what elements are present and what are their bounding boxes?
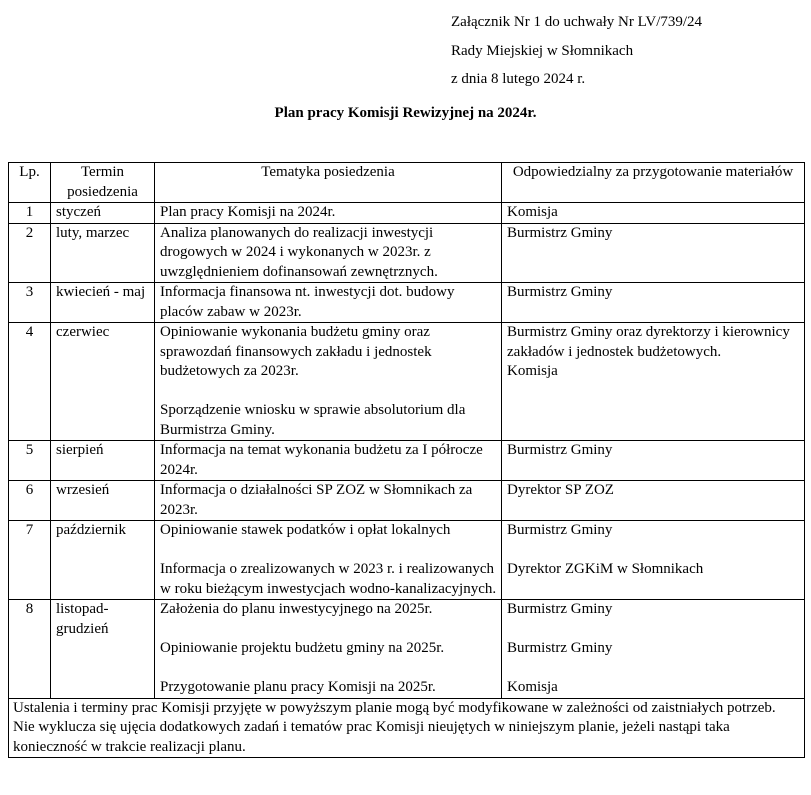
paragraph-spacer — [160, 541, 501, 561]
column-header-termin: Termin posiedzenia — [51, 163, 155, 203]
topic-text: Informacja o zrealizowanych w 2023 r. i realizowanych w roku bieżącym inwestycjach wodno-kanalizacyjnych. — [160, 561, 497, 597]
responsible-text: Dyrektor SP ZOZ — [507, 482, 614, 498]
paragraph-spacer — [507, 541, 804, 561]
cell-lp: 8 — [9, 600, 51, 699]
header-line-date: z dnia 8 lutego 2024 r. — [451, 71, 586, 87]
cell-termin: październik — [51, 521, 155, 600]
topic-text: Przygotowanie planu pracy Komisji na 2025r. — [160, 679, 436, 695]
table-row — [9, 223, 805, 283]
responsible-text: Burmistrz Gminy — [507, 284, 613, 300]
table-row — [9, 283, 805, 323]
table-row — [9, 323, 805, 441]
footer-note-line-1: Ustalenia i terminy prac Komisji przyjęte w powyższym planie mogą być modyfikowane w zależności od zaistniałych potrzeb. — [13, 699, 776, 716]
responsible-text: Komisja — [507, 679, 558, 695]
paragraph-spacer — [507, 659, 804, 679]
paragraph-spacer — [160, 620, 501, 640]
cell-tematyka — [155, 203, 502, 224]
responsible-text: Burmistrz Gminy — [507, 224, 613, 241]
plan-table — [8, 162, 805, 758]
cell-tematyka — [155, 521, 502, 600]
responsible-text: Burmistrz Gminy — [507, 522, 613, 538]
cell-termin: luty, marzec — [51, 223, 155, 283]
responsible-text: Komisja — [507, 363, 558, 379]
table-header-row — [9, 163, 805, 203]
cell-termin: czerwiec — [51, 323, 155, 441]
topic-text: Analiza planowanych do realizacji inwestycji drogowych w 2024 i wykonanych w 2023r. z uwzględnieniem dofinansowań zewnętrznych. — [160, 224, 438, 280]
document-header — [451, 8, 702, 94]
column-header-lp: Lp. — [9, 163, 51, 203]
footer-note — [9, 698, 805, 758]
responsible-text: Burmistrz Gminy — [507, 640, 613, 656]
responsible-text: Burmistrz Gminy — [507, 442, 613, 458]
cell-lp: 1 — [9, 203, 51, 224]
responsible-text: Dyrektor ZGKiM w Słomnikach — [507, 561, 704, 577]
table-row — [9, 521, 805, 600]
cell-tematyka — [155, 600, 502, 699]
footer-note-line-2: Nie wyklucza się ujęcia dodatkowych zadań i tematów prac Komisji nieujętych w niniejszym planie, jeżeli nastąpi taka konieczność w trakcie realizacji planu. — [13, 719, 730, 755]
cell-odpowiedzialny — [502, 283, 805, 323]
page-title: Plan pracy Komisji Rewizyjnej na 2024r. — [274, 105, 537, 121]
cell-lp: 7 — [9, 521, 51, 600]
cell-odpowiedzialny — [502, 600, 805, 699]
topic-text: Sporządzenie wniosku w sprawie absolutorium dla Burmistrza Gminy. — [160, 402, 466, 438]
topic-text: Opiniowanie wykonania budżetu gminy oraz sprawozdań finansowych zakładu i jednostek budżetowych za 2023r. — [160, 324, 432, 379]
topic-text: Informacja o działalności SP ZOZ w Słomnikach za 2023r. — [160, 482, 473, 518]
topic-text: Informacja na temat wykonania budżetu za I półrocze 2024r. — [160, 442, 483, 478]
cell-odpowiedzialny — [502, 521, 805, 600]
cell-tematyka — [155, 441, 502, 481]
cell-odpowiedzialny — [502, 323, 805, 441]
cell-lp: 6 — [9, 481, 51, 521]
cell-termin: kwiecień - maj — [51, 283, 155, 323]
cell-lp: 5 — [9, 441, 51, 481]
topic-text: Założenia do planu inwestycyjnego na 2025r. — [160, 601, 433, 617]
table-row — [9, 203, 805, 224]
cell-odpowiedzialny — [502, 481, 805, 521]
cell-tematyka — [155, 223, 502, 283]
topic-text: Opiniowanie stawek podatków i opłat lokalnych — [160, 522, 451, 538]
responsible-text: Komisja — [507, 204, 558, 220]
cell-tematyka — [155, 323, 502, 441]
cell-odpowiedzialny — [502, 223, 805, 283]
responsible-text: Burmistrz Gminy — [507, 601, 613, 617]
cell-tematyka — [155, 481, 502, 521]
topic-text: Informacja finansowa nt. inwestycji dot. budowy placów zabaw w 2023r. — [160, 284, 455, 320]
header-line-attachment: Załącznik Nr 1 do uchwały Nr LV/739/24 — [451, 14, 703, 30]
table-row — [9, 600, 805, 699]
cell-lp: 2 — [9, 223, 51, 283]
paragraph-spacer — [507, 620, 804, 640]
table-row — [9, 441, 805, 481]
table-row — [9, 481, 805, 521]
cell-termin: sierpień — [51, 441, 155, 481]
cell-lp: 3 — [9, 283, 51, 323]
topic-text: Opiniowanie projektu budżetu gminy na 2025r. — [160, 640, 445, 656]
footer-row — [9, 698, 805, 758]
paragraph-spacer — [160, 382, 501, 402]
header-line-council: Rady Miejskiej w Słomnikach — [451, 42, 634, 59]
cell-odpowiedzialny — [502, 203, 805, 224]
topic-text: Plan pracy Komisji na 2024r. — [160, 204, 336, 220]
cell-tematyka — [155, 283, 502, 323]
responsible-text: Burmistrz Gminy oraz dyrektorzy i kierownicy zakładów i jednostek budżetowych. — [507, 324, 790, 360]
cell-odpowiedzialny — [502, 441, 805, 481]
cell-termin: wrzesień — [51, 481, 155, 521]
cell-lp: 4 — [9, 323, 51, 441]
cell-termin: listopad- grudzień — [51, 600, 155, 699]
column-header-tematyka: Tematyka posiedzenia — [155, 163, 502, 203]
column-header-odpowiedzialny: Odpowiedzialny za przygotowanie materiałów — [502, 163, 805, 203]
paragraph-spacer — [160, 659, 501, 679]
cell-termin: styczeń — [51, 203, 155, 224]
